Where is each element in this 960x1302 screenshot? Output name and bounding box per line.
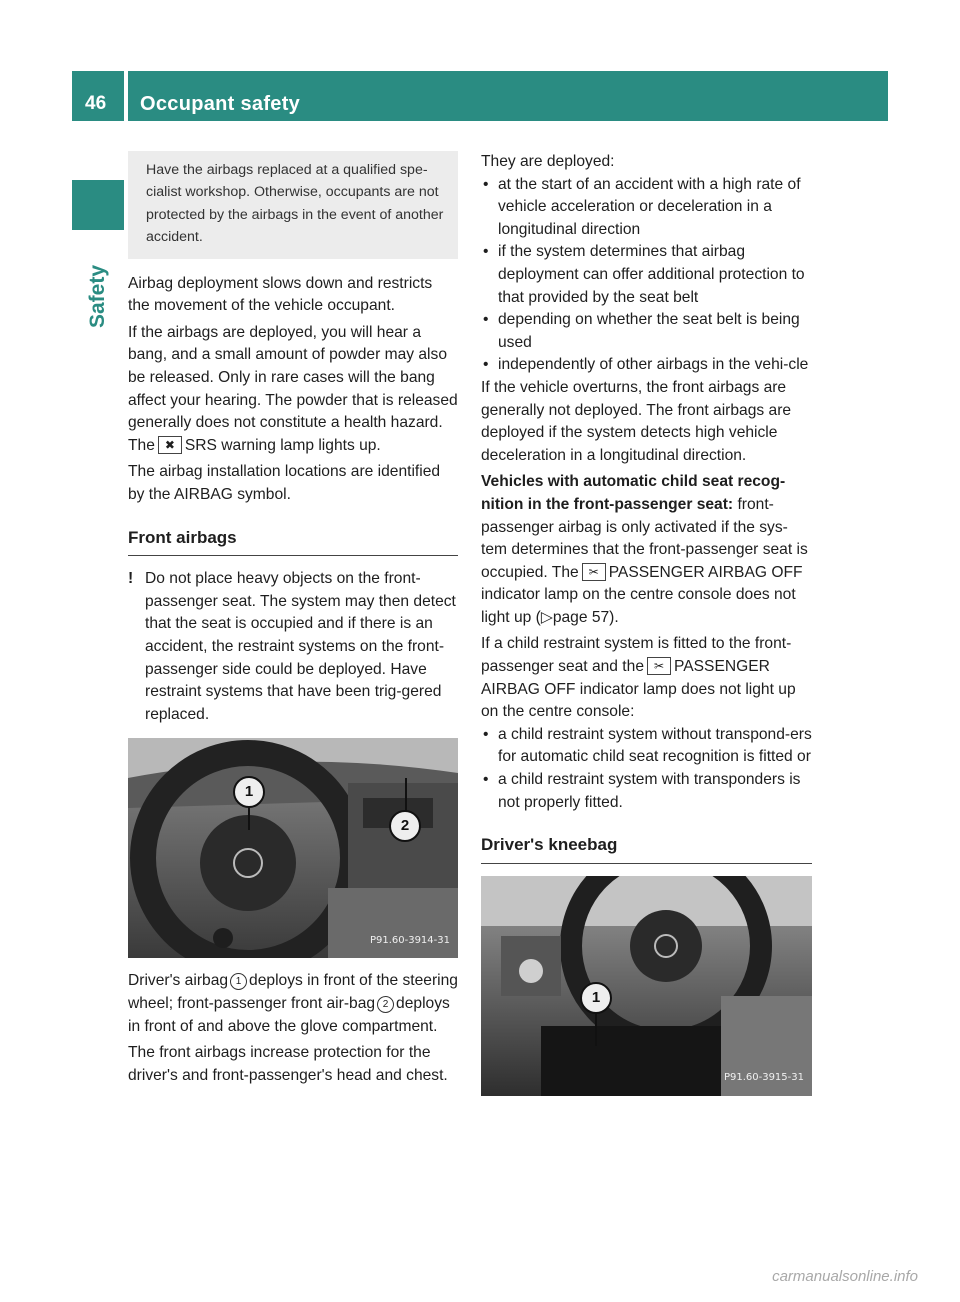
paragraph: The airbag installation locations are identified by the AIRBAG symbol. <box>128 463 441 503</box>
warning-notice <box>128 568 458 726</box>
page-ref-link[interactable]: page 57). <box>552 608 619 626</box>
kneebag-illustration <box>481 876 812 1096</box>
page-ref-arrow: ▷ <box>540 608 553 626</box>
list-item: • depending on whether the seat belt is being used <box>481 309 812 354</box>
side-tab-block <box>72 180 124 230</box>
side-tab-label: Safety <box>86 264 109 328</box>
callout-1: 1 <box>580 982 612 1014</box>
photo-code: P91.60-3914-31 <box>369 934 450 946</box>
callout-1: 1 <box>233 776 265 808</box>
dashboard-illustration <box>128 738 458 958</box>
callout-2: 2 <box>389 810 421 842</box>
page-number: 46 <box>85 93 107 114</box>
list-item: • independently of other airbags in the vehi-cle <box>481 354 812 377</box>
note-box <box>128 151 458 259</box>
airbag-warning-icon: ✖︎ <box>158 436 182 454</box>
note-text: Have the airbags replaced at a qualified spe-cialist workshop. Otherwise, occupants are not protected by the airbags in the event of another accident. <box>146 162 444 246</box>
paragraph: If a child restraint system is fitted to the front-passenger seat and the ✂︎ PASSENGER AIRBAG OFF indicator lamp does not light up on the centre console: <box>481 635 796 721</box>
watermark: carmanualsonline.info <box>772 1268 918 1285</box>
paragraph: They are deployed: <box>481 153 615 170</box>
photo-caption: Driver's airbag 1 deploys in front of the steering wheel; front-passenger front air-bag 2 deploys in front of and above the glove compartment. <box>128 972 458 1035</box>
dashboard-photo <box>128 738 458 958</box>
callout-line <box>595 1010 597 1046</box>
right-column <box>481 151 812 1096</box>
callout-ref: 2 <box>377 996 394 1013</box>
callout-ref: 1 <box>230 973 247 990</box>
side-tab <box>86 238 110 328</box>
paragraph: The front airbags increase protection for the driver's and front-passenger's head and chest. <box>128 1044 448 1084</box>
list-item: • a child restraint system without transpond-ers for automatic child seat recognition is fitted or <box>481 724 812 769</box>
paragraph: If the vehicle overturns, the front airbags are generally not deployed. The front airbags are deployed if the system detects high vehicle deceleration in a longitudinal direction. <box>481 378 792 464</box>
warning-text: Do not place heavy objects on the front-passenger seat. The system may then detect that the seat is occupied and if there is an accident, the restraint systems on the front-passenger side could be deployed. Have restraint systems that have been trig-gered replaced. <box>145 570 456 723</box>
kneebag-photo <box>481 876 812 1096</box>
photo-code: P91.60-3915-31 <box>723 1072 804 1084</box>
warning-mark: ! <box>128 570 134 588</box>
passenger-airbag-off-icon: ✂︎ <box>647 657 671 675</box>
passenger-airbag-off-icon: ✂︎ <box>582 563 606 581</box>
list-item: • if the system determines that airbag deployment can offer additional protection to that provided by the seat belt <box>481 241 812 309</box>
list-item: • at the start of an accident with a high rate of vehicle acceleration or deceleration in a longitudinal direction <box>481 174 812 242</box>
paragraph: If the airbags are deployed, you will hear a bang, and a small amount of powder may also be released. Only in rare cases will the bang affect your hearing. The powder that is released generally does not constitute a health hazard. The ✖︎ SRS warning lamp lights up. <box>128 323 458 454</box>
bold-lead: Vehicles with automatic child seat recog-nition in the front-passenger seat: <box>481 473 786 513</box>
page-title: Occupant safety <box>140 93 301 115</box>
paragraph: Airbag deployment slows down and restricts the movement of the vehicle occupant. <box>128 274 433 315</box>
section-title-kneebag: Driver's kneebag <box>481 834 812 864</box>
header-separator <box>124 71 128 121</box>
section-title-front-airbags: Front airbags <box>128 527 458 557</box>
left-column <box>128 151 458 1087</box>
paragraph: Vehicles with automatic child seat recog-nition in the front-passenger seat: front-passenger airbag is only activated if the sys-tem determines that the front-passenger seat is occupied. The ✂︎ PASSENGER AIRBAG OFF indicator lamp on the centre console does not light up (▷page 57). <box>481 473 808 626</box>
list-item: • a child restraint system with transponders is not properly fitted. <box>481 769 812 814</box>
